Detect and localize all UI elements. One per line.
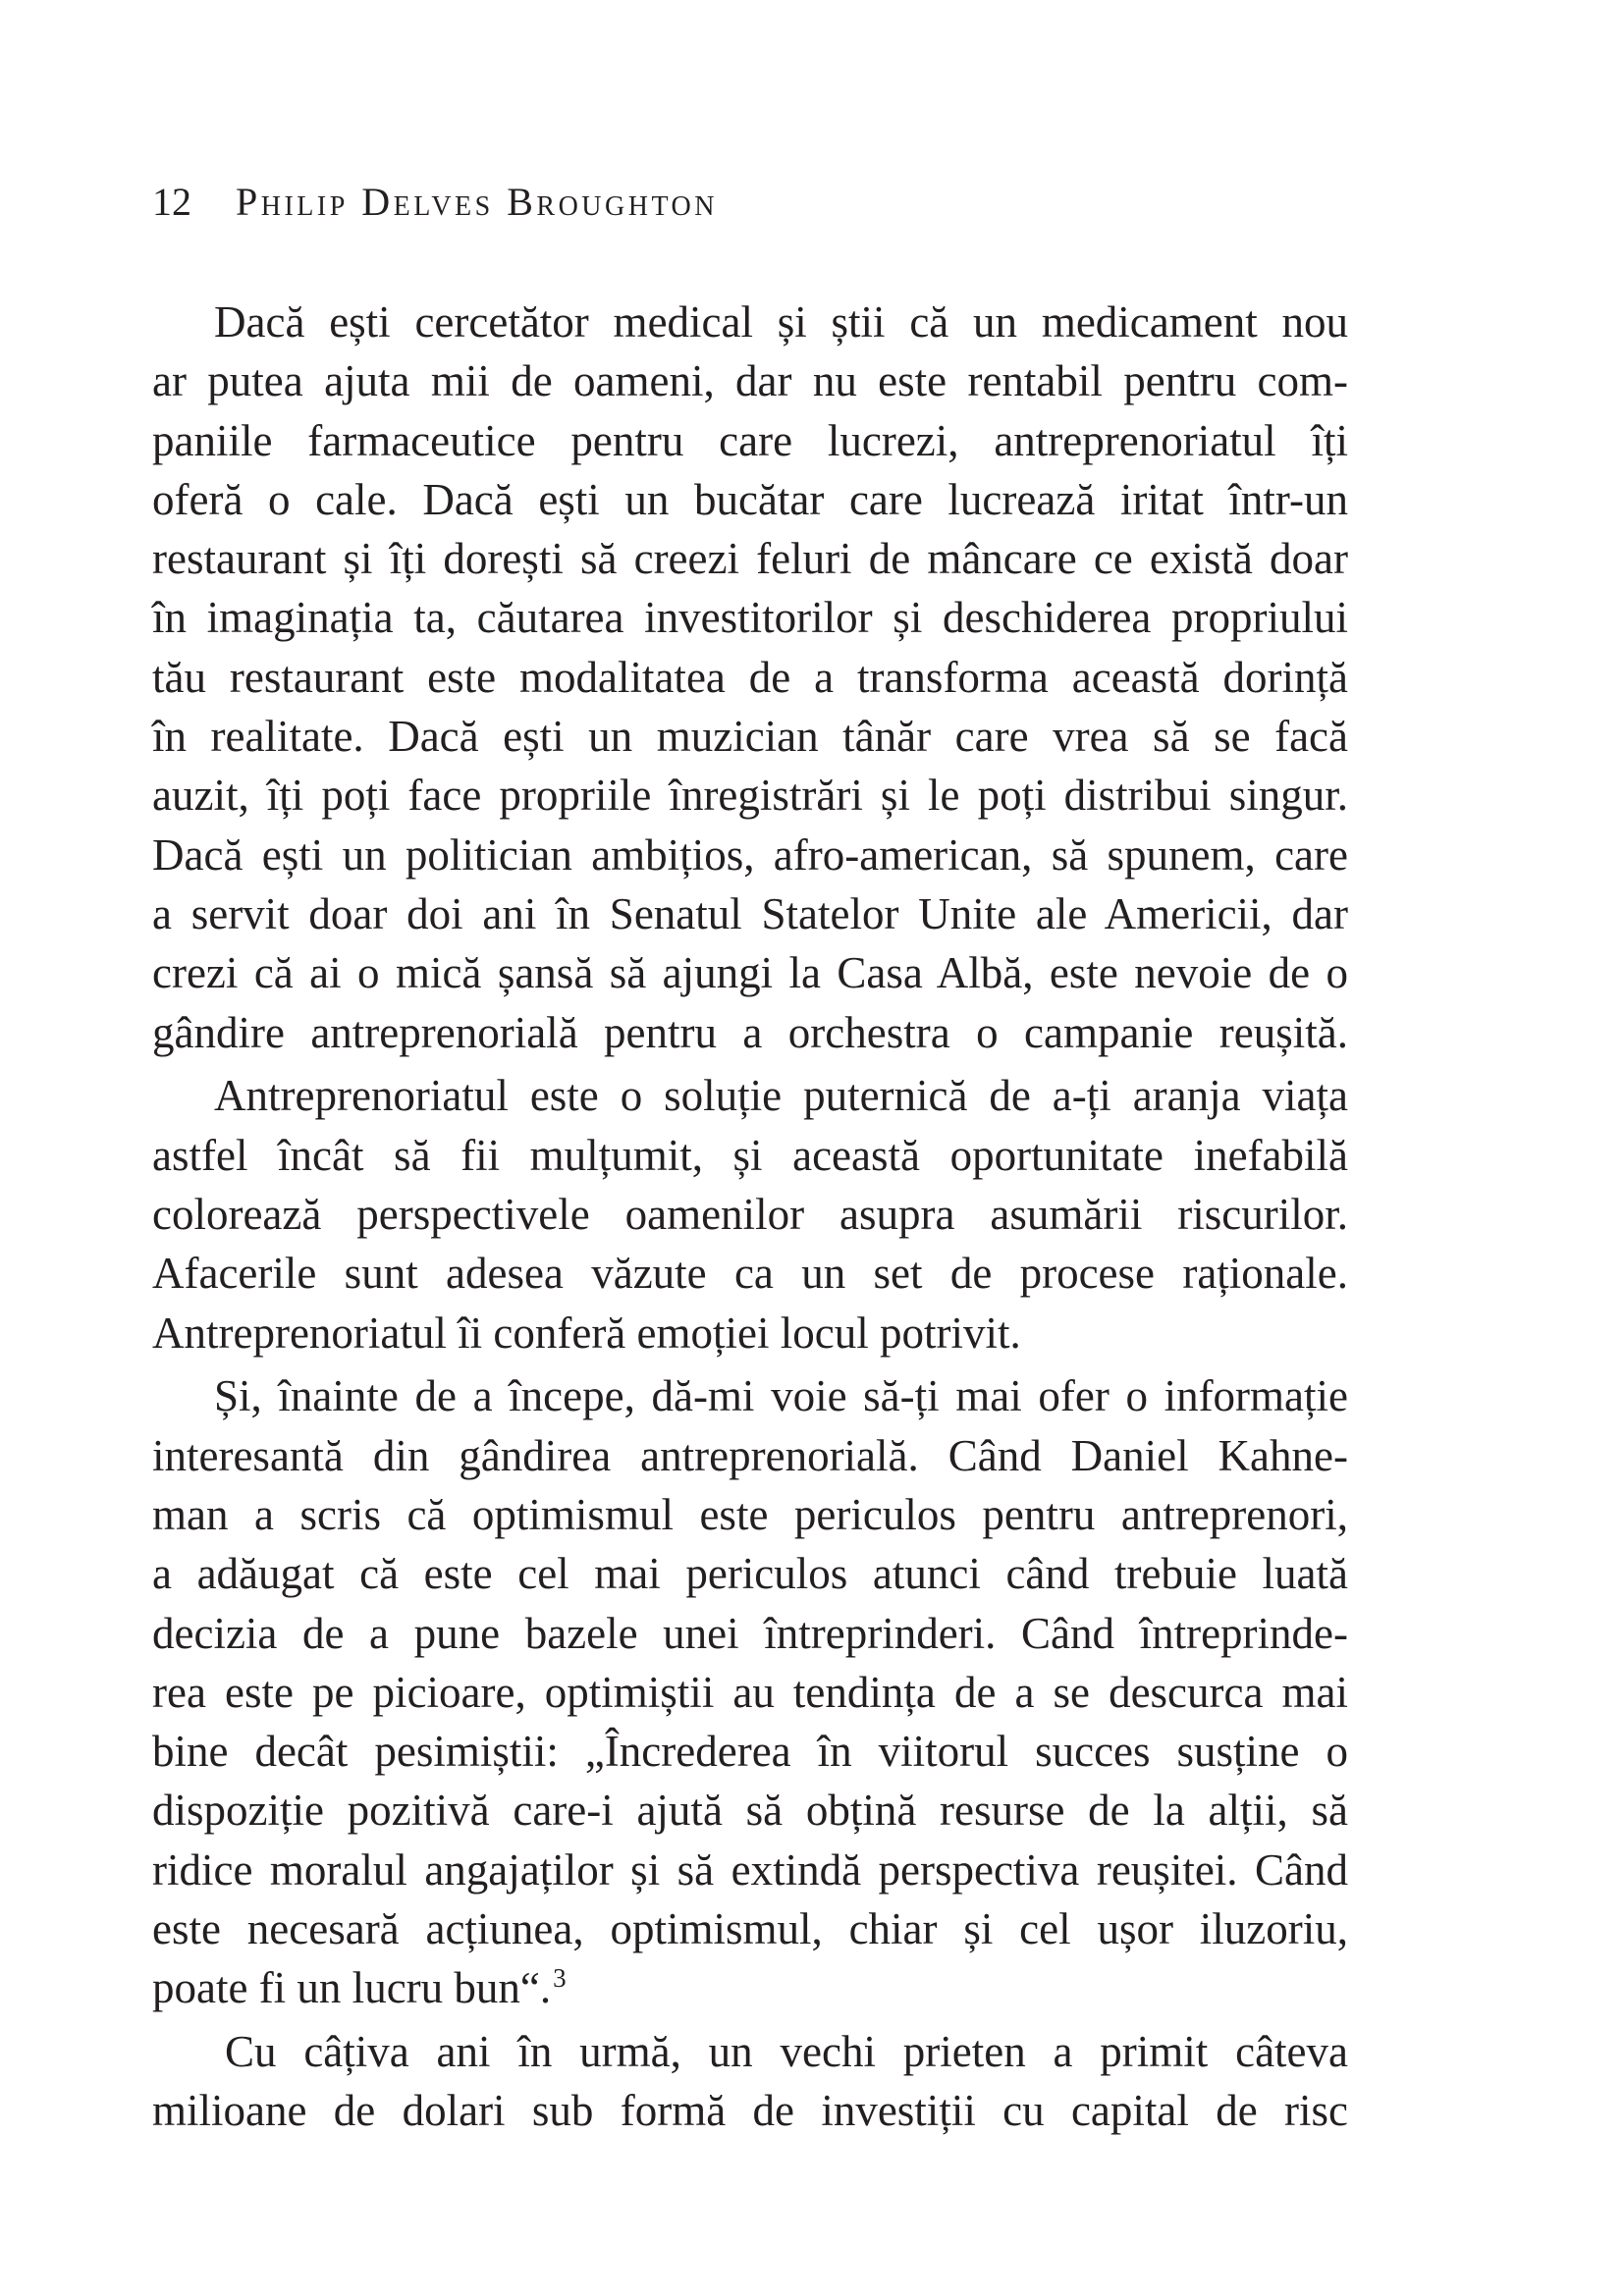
text-line: Afacerile sunt adesea văzute ca un set de procese raționale. <box>152 1249 1348 1299</box>
text-line: milioane de dolari sub formă de investiții cu capital de risc <box>152 2086 1348 2136</box>
text-line: în imaginația ta, căutarea investitorilor și deschiderea propriului <box>152 593 1348 643</box>
paragraph <box>152 2022 1348 2141</box>
text-line: gândire antreprenorială pentru a orchestra o campanie reușită. <box>152 1007 1348 1057</box>
text-line: a adăugat că este cel mai periculos atunci când trebuie luată <box>152 1549 1348 1599</box>
paragraph <box>152 1366 1348 2017</box>
paragraph <box>152 1066 1348 1362</box>
text-line: oferă o cale. Dacă ești un bucătar care lucrează iritat într-un <box>152 474 1348 524</box>
text-line: tău restaurant este modalitatea de a transforma această dorință <box>152 652 1348 702</box>
text-line: Dacă ești un politician ambițios, afro-american, să spunem, care <box>152 829 1348 880</box>
text-line: bine decât pesimiștii: „Încrederea în viitorul succes susține o <box>152 1727 1348 1777</box>
text-line: paniile farmaceutice pentru care lucrezi, antreprenoriatul îți <box>152 415 1348 465</box>
text-line: Antreprenoriatul este o soluție puternică de a-ți aranja viața <box>214 1071 1348 1121</box>
text-line: Și, înainte de a începe, dă-mi voie să-ți mai ofer o informație <box>214 1371 1348 1421</box>
text-line: Dacă ești cercetător medical și știi că un medicament nou <box>214 297 1348 347</box>
text-line <box>152 1958 1348 2017</box>
text-line: dispoziție pozitivă care-i ajută să obțină resurse de la alții, să <box>152 1786 1348 1836</box>
text-line: colorează perspectivele oamenilor asupra asumării riscurilor. <box>152 1189 1348 1239</box>
paragraph <box>152 293 1348 1062</box>
text-line-content: poate fi un lucru bun“. <box>152 1963 552 2013</box>
text-line: Cu câțiva ani în urmă, un vechi prieten a primit câteva <box>225 2027 1348 2077</box>
running-head <box>152 179 839 226</box>
text-line: Antreprenoriatul îi conferă emoției locul potrivit. <box>152 1308 1021 1358</box>
text-line: crezi că ai o mică șansă să ajungi la Casa Albă, este nevoie de o <box>152 948 1348 998</box>
text-line: ar putea ajuta mii de oameni, dar nu este rentabil pentru com- <box>152 356 1348 406</box>
text-line: restaurant și îți dorești să creezi feluri de mâncare ce există doar <box>152 534 1348 584</box>
text-line: ridice moralul angajaților și să extindă perspectiva reușitei. Când <box>152 1844 1348 1895</box>
text-line: man a scris că optimismul este periculos pentru antreprenori, <box>152 1489 1348 1539</box>
page-number: 12 <box>152 180 191 224</box>
text-line: rea este pe picioare, optimiștii au tendința de a se descurca mai <box>152 1667 1348 1717</box>
text-line: este necesară acțiunea, optimismul, chiar și cel ușor iluzoriu, <box>152 1904 1348 1954</box>
author-name: Philip Delves Broughton <box>236 180 718 224</box>
text-line: auzit, îți poți face propriile înregistrări și le poți distribui singur. <box>152 771 1348 821</box>
text-line: în realitate. Dacă ești un muzician tânăr care vrea să se facă <box>152 712 1348 762</box>
text-line: astfel încât să fii mulțumit, și această oportunitate inefabilă <box>152 1130 1348 1180</box>
text-line: a servit doar doi ani în Senatul Statelor Unite ale Americii, dar <box>152 888 1348 938</box>
footnote-ref: 3 <box>553 1963 567 1994</box>
text-line: decizia de a pune bazele unei întreprinderi. Când întreprinde- <box>152 1608 1348 1658</box>
body-text <box>152 293 1348 2141</box>
text-line: interesantă din gândirea antreprenorială. Când Daniel Kahne- <box>152 1430 1348 1480</box>
